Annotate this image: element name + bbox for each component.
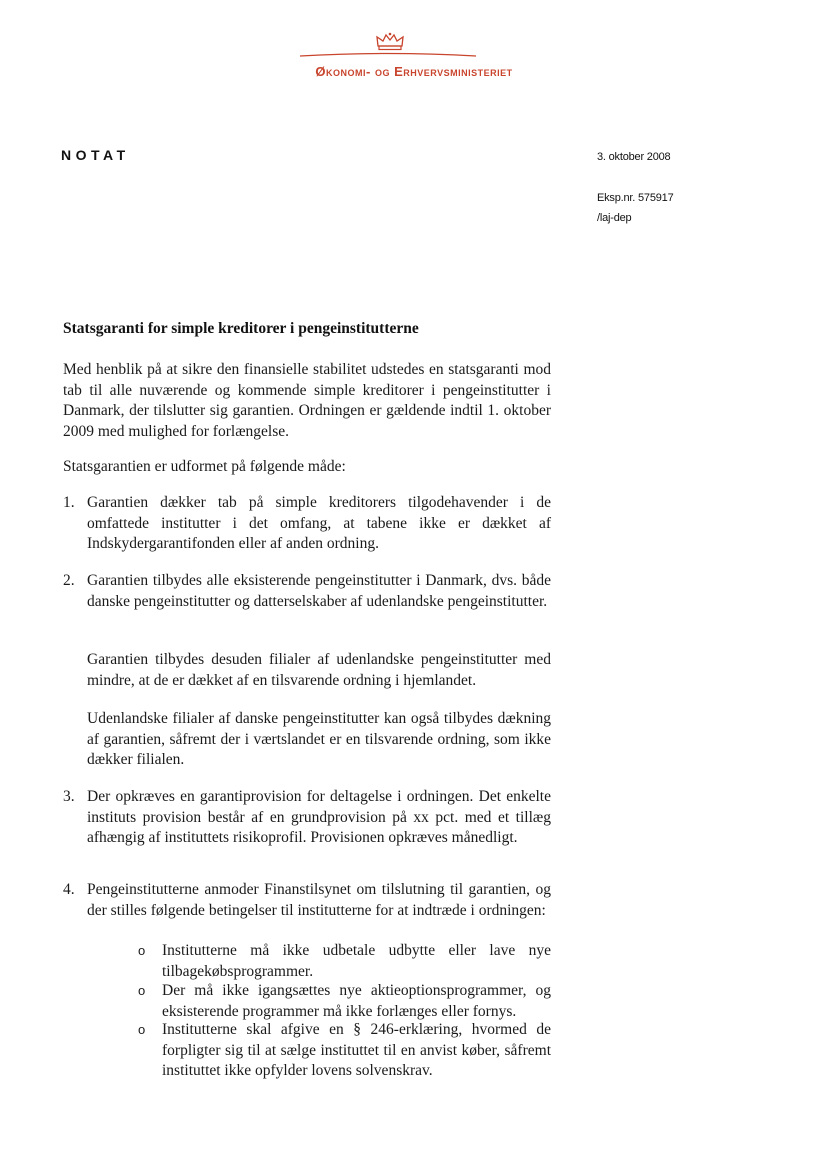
bullet-icon: o (138, 943, 146, 958)
list-item-number: 2. (63, 572, 75, 589)
list-item-text: Garantien dækker tab på simple kreditorers tilgodehavender i de omfattede institutter i det omfang, at tabene ikke er dækket af Indskydergarantifonden eller af anden ordning. (87, 494, 551, 552)
bullet-icon: o (138, 1022, 146, 1037)
document-type: NOTAT (61, 147, 130, 163)
sub-list-item-text: Der må ikke igangsættes nye aktieoptionsprogrammer, og eksisterende programmer må ikke forlænges eller fornys. (162, 982, 551, 1020)
lead-paragraph: Statsgarantien er udformet på følgende måde: (63, 458, 346, 475)
list-item-text: Garantien tilbydes alle eksisterende pengeinstitutter i Danmark, dvs. både danske pengeinstitutter og datterselskaber af udenlandske pengeinstitutter. (87, 572, 551, 610)
journal-number: Eksp.nr. 575917 (597, 192, 674, 204)
sub-list-item-text: Institutterne må ikke udbetale udbytte eller lave nye tilbagekøbsprogrammer. (162, 942, 551, 980)
document-date: 3. oktober 2008 (597, 151, 671, 163)
list-item-text: Pengeinstitutterne anmoder Finanstilsynet om tilslutning til garantien, og der stilles følgende betingelser til institutterne for at indtræde i ordningen: (87, 881, 551, 919)
list-item-number: 3. (63, 788, 75, 805)
list-item-text: Garantien tilbydes desuden filialer af udenlandske pengeinstitutter med mindre, at de er dækket af en tilsvarende ordning i hjemlandet. (87, 651, 551, 689)
author-initials: /laj-dep (597, 212, 632, 224)
page-title: Statsgaranti for simple kreditorer i pengeinstitutterne (63, 320, 419, 337)
list-item-text: Udenlandske filialer af danske pengeinstitutter kan også tilbydes dækning af garantien, såfremt der i værtslandet er en tilsvarende ordning, som ikke dækker filialen. (87, 710, 551, 768)
list-item-text: Der opkræves en garantiprovision for deltagelse i ordningen. Det enkelte instituts provision består af en grundprovision på xx pct. med et tillæg afhængig af instituttets risikoprofil. Provisionen opkræves månedligt. (87, 788, 551, 846)
letterhead-rule (300, 52, 476, 58)
list-item-number: 1. (63, 494, 75, 511)
ministry-name: Økonomi- og Erhvervsministeriet (315, 64, 513, 79)
bullet-icon: o (138, 983, 146, 998)
intro-paragraph: Med henblik på at sikre den finansielle stabilitet udstedes en statsgaranti mod tab til alle nuværende og kommende simple kreditorer i pengeinstitutter i Danmark, der tilslutter sig garantien. Ordningen er gældende indtil 1. oktober 2009 med mulighed for forlængelse. (63, 361, 551, 440)
crown-icon (375, 32, 405, 52)
sub-list-item-text: Institutterne skal afgive en § 246-erklæring, hvormed de forpligter sig til at sælge instituttet til en anvist køber, såfremt instituttet ikke opfylder lovens solvenskrav. (162, 1021, 551, 1079)
list-item-number: 4. (63, 881, 75, 898)
